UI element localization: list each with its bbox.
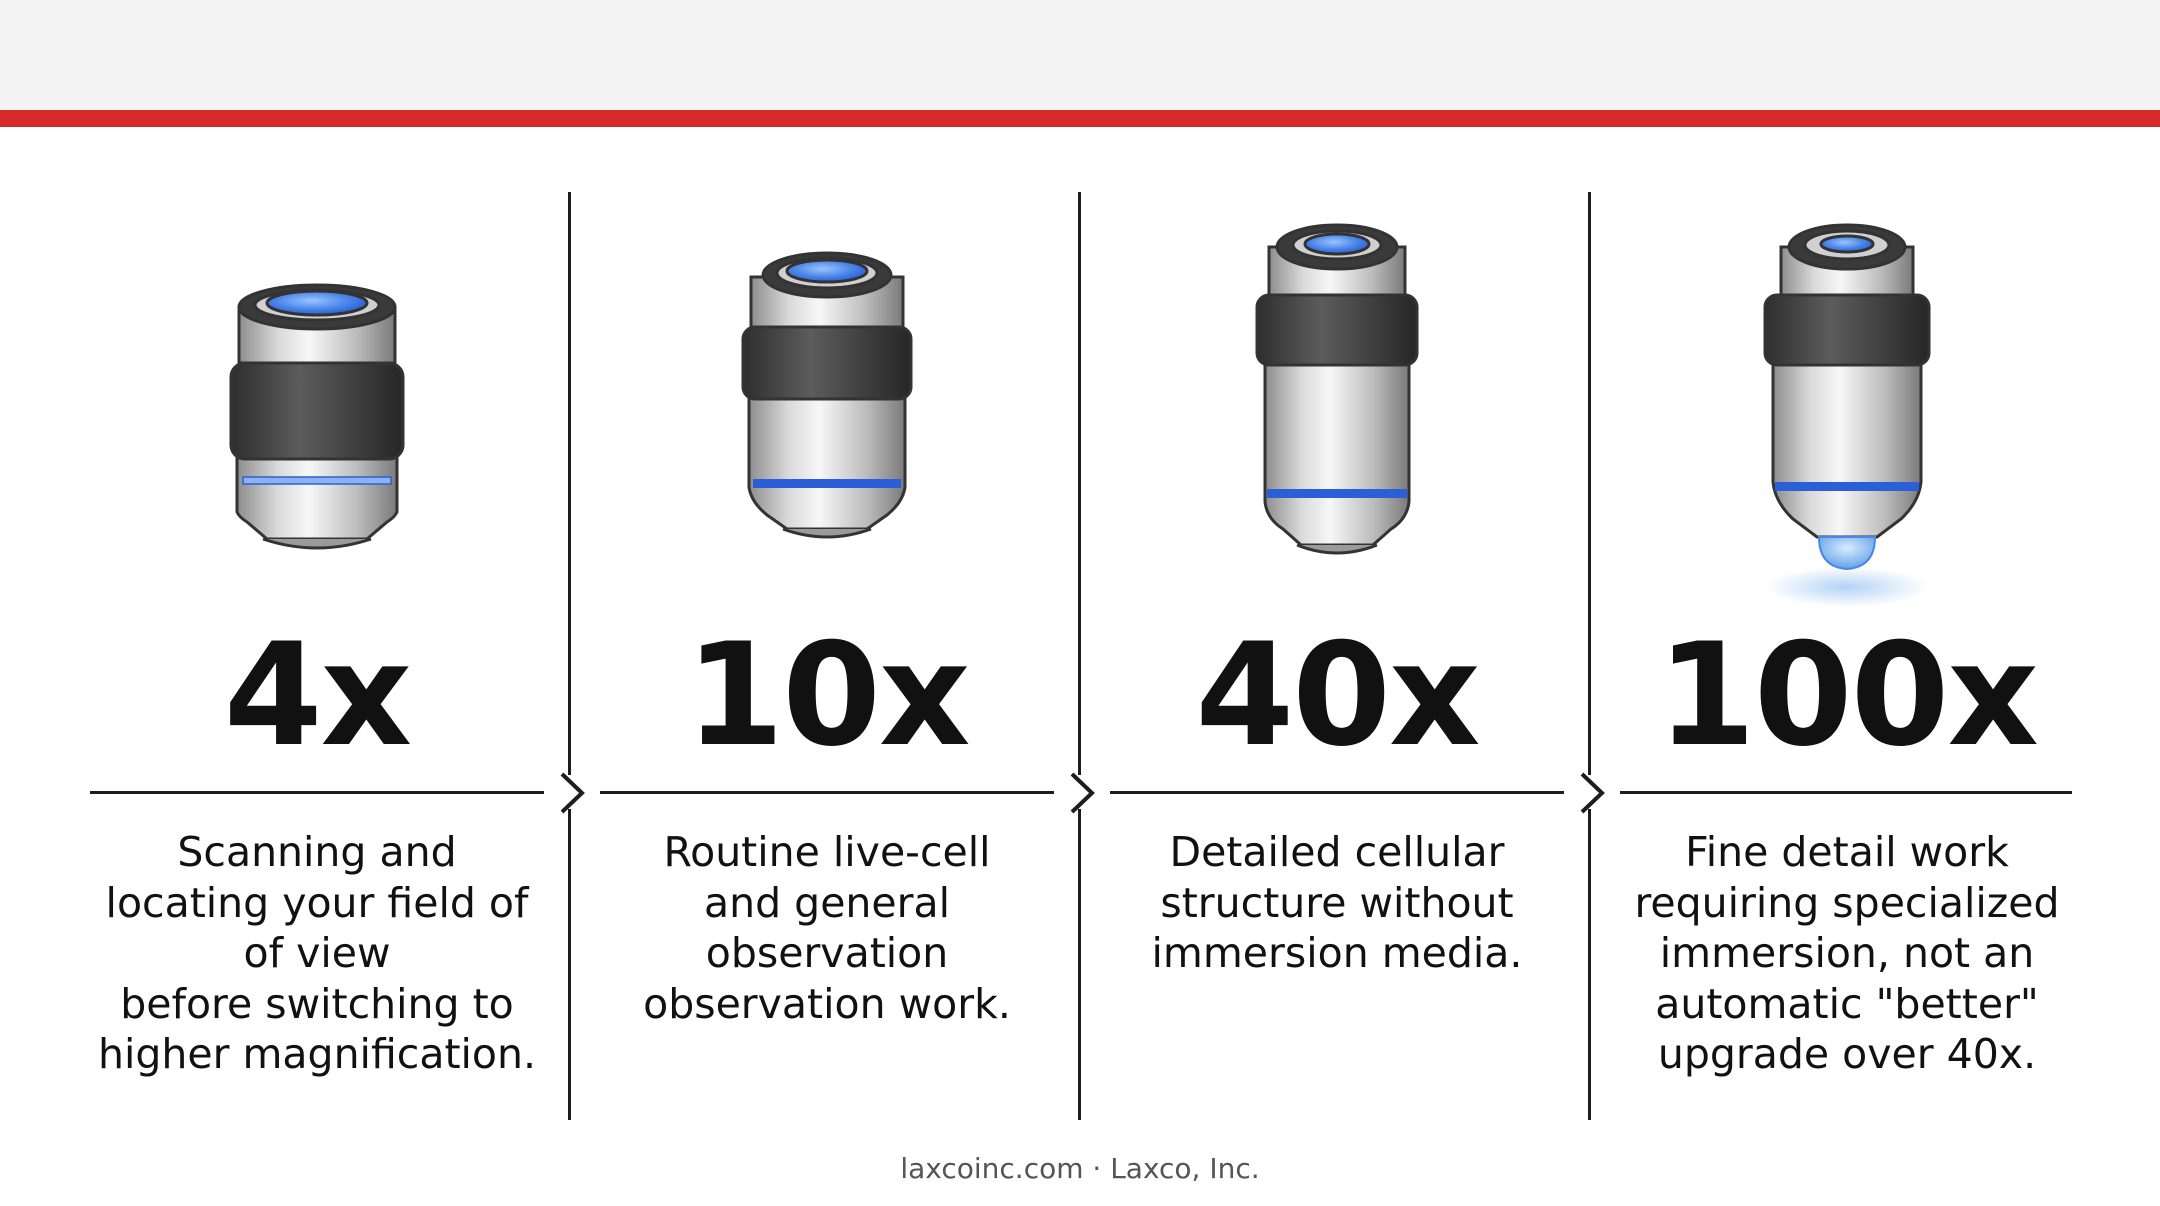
magnification-label: 40x: [1195, 613, 1479, 778]
accent-rule: [0, 110, 2160, 127]
objective-column-40x: [1087, 127, 1587, 1117]
magnification-label: 100x: [1656, 613, 2037, 778]
column-divider: [568, 192, 571, 1120]
column-divider: [1588, 192, 1591, 1120]
header-band: [0, 0, 2160, 110]
objective-lens-10x-icon: [577, 127, 1077, 647]
objective-lens-40x-icon: [1087, 127, 1587, 647]
column-divider: [1078, 192, 1081, 1120]
magnification-label: 10x: [685, 613, 969, 778]
objective-column-100x: [1597, 127, 2097, 1117]
objective-description: Scanning and locating your field of of view before switching to higher magnification.: [97, 828, 537, 1078]
objective-lens-100x-icon: [1597, 127, 2097, 647]
objective-column-4x: [67, 127, 567, 1117]
objective-column-10x: [577, 127, 1077, 1117]
magnification-label: 4x: [223, 613, 411, 778]
objective-lens-4x-icon: [67, 127, 567, 647]
footer-credit: laxcoinc.com · Laxco, Inc.: [900, 1152, 1260, 1185]
objective-description: Detailed cellular structure without immersion media.: [1151, 828, 1523, 977]
objective-description: Fine detail work requiring specialized immersion, not an automatic "better" upgrade over 40x.: [1634, 828, 2060, 1078]
objective-description: Routine live-cell and general observation observation work.: [643, 828, 1011, 1028]
